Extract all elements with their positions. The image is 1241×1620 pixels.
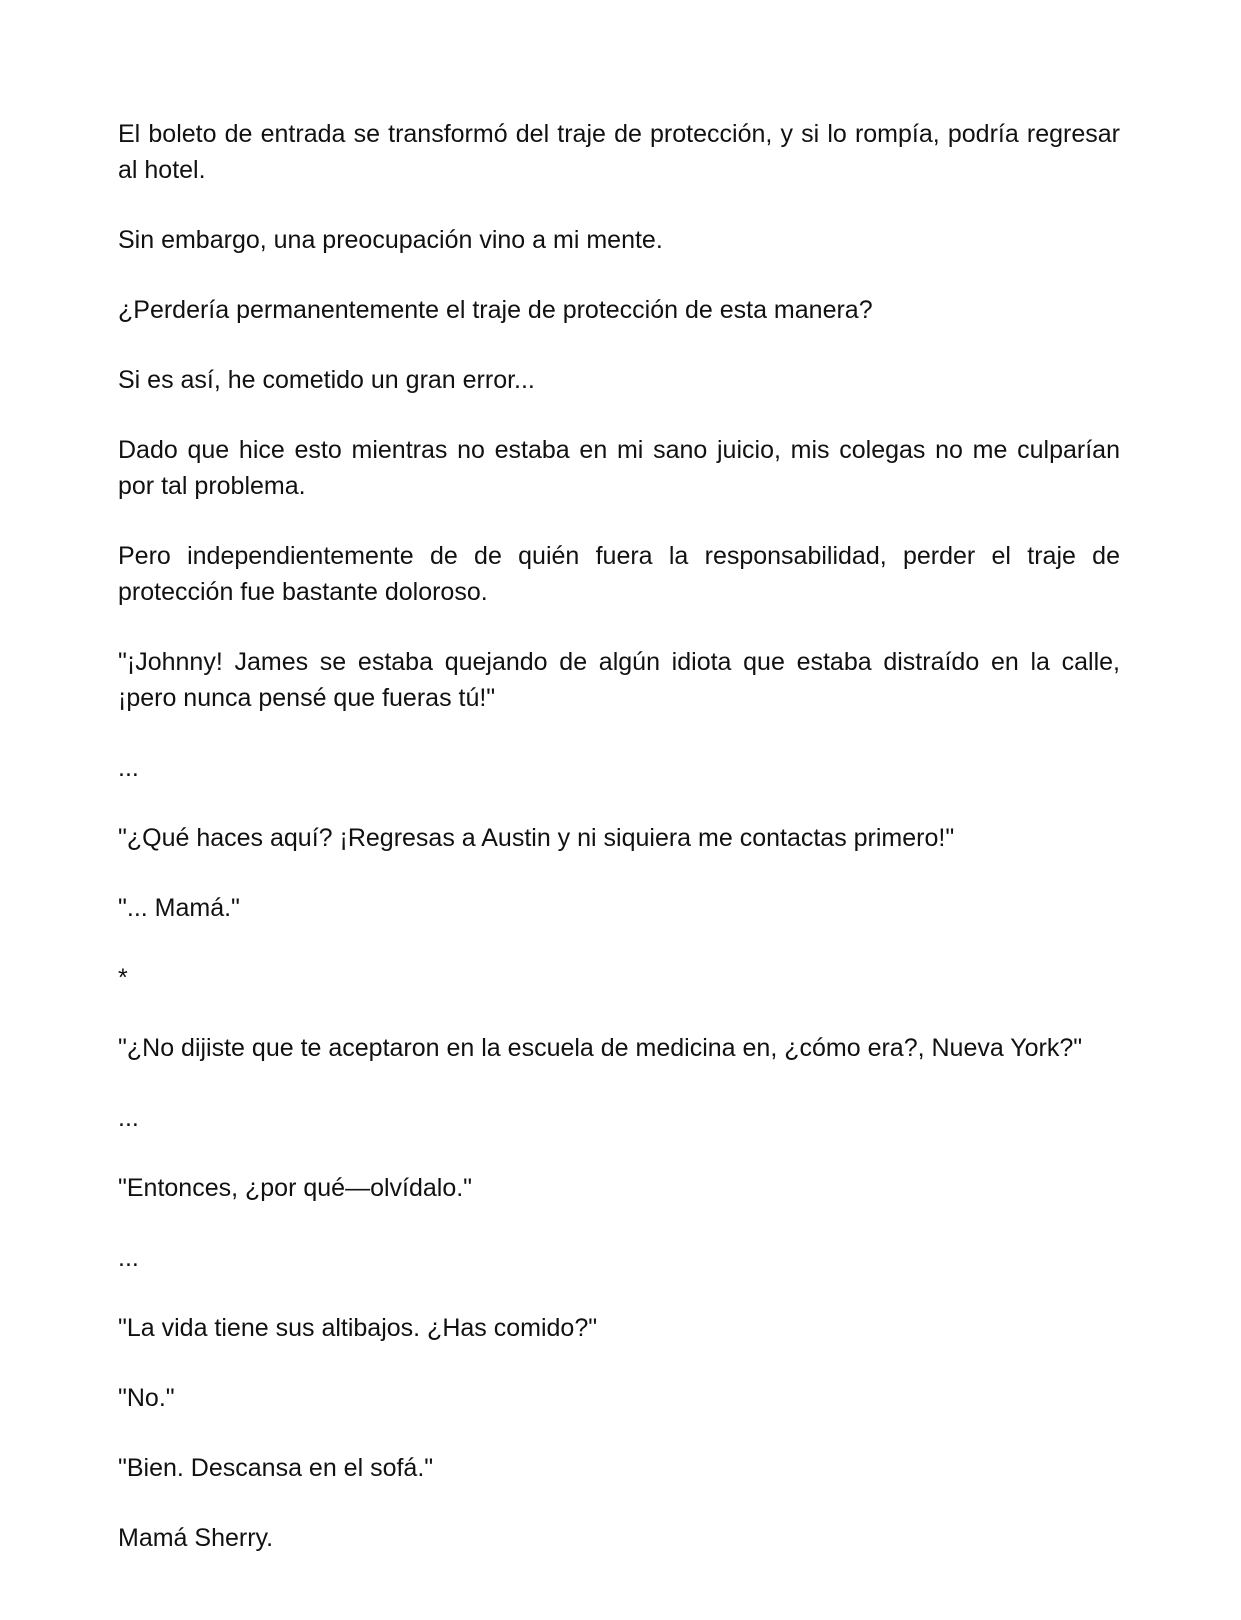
paragraph: "¿Qué haces aquí? ¡Regresas a Austin y ni siquiera me contactas primero!" <box>118 824 955 852</box>
paragraph: "¡Johnny! James se estaba quejando de algún idiota que estaba distraído en la calle, ¡pero nunca pensé que fueras tú!" <box>118 648 1120 712</box>
paragraph: Pero independientemente de de quién fuera la responsabilidad, perder el traje de protección fue bastante doloroso. <box>118 542 1120 606</box>
paragraph: Dado que hice esto mientras no estaba en mi sano juicio, mis colegas no me culparían por tal problema. <box>118 436 1120 500</box>
paragraph: Mamá Sherry. <box>118 1524 274 1552</box>
paragraph: Sin embargo, una preocupación vino a mi mente. <box>118 226 663 254</box>
paragraph: "¿No dijiste que te aceptaron en la escuela de medicina en, ¿cómo era?, Nueva York?" <box>118 1034 1083 1062</box>
paragraph: ... <box>118 754 139 782</box>
paragraph: ¿Perdería permanentemente el traje de protección de esta manera? <box>118 296 873 324</box>
paragraph: "... Mamá." <box>118 894 240 922</box>
paragraph: Si es así, he cometido un gran error... <box>118 366 535 394</box>
scene-break: * <box>118 964 128 992</box>
paragraph: "No." <box>118 1384 175 1412</box>
paragraph: "Entonces, ¿por qué—olvídalo." <box>118 1174 473 1202</box>
paragraph: El boleto de entrada se transformó del traje de protección, y si lo rompía, podría regresar al hotel. <box>118 120 1120 184</box>
paragraph: ... <box>118 1104 139 1132</box>
paragraph: ... <box>118 1244 139 1272</box>
paragraph: "Bien. Descansa en el sofá." <box>118 1454 434 1482</box>
paragraph: "La vida tiene sus altibajos. ¿Has comido?" <box>118 1314 598 1342</box>
document-body <box>118 116 1120 1590</box>
